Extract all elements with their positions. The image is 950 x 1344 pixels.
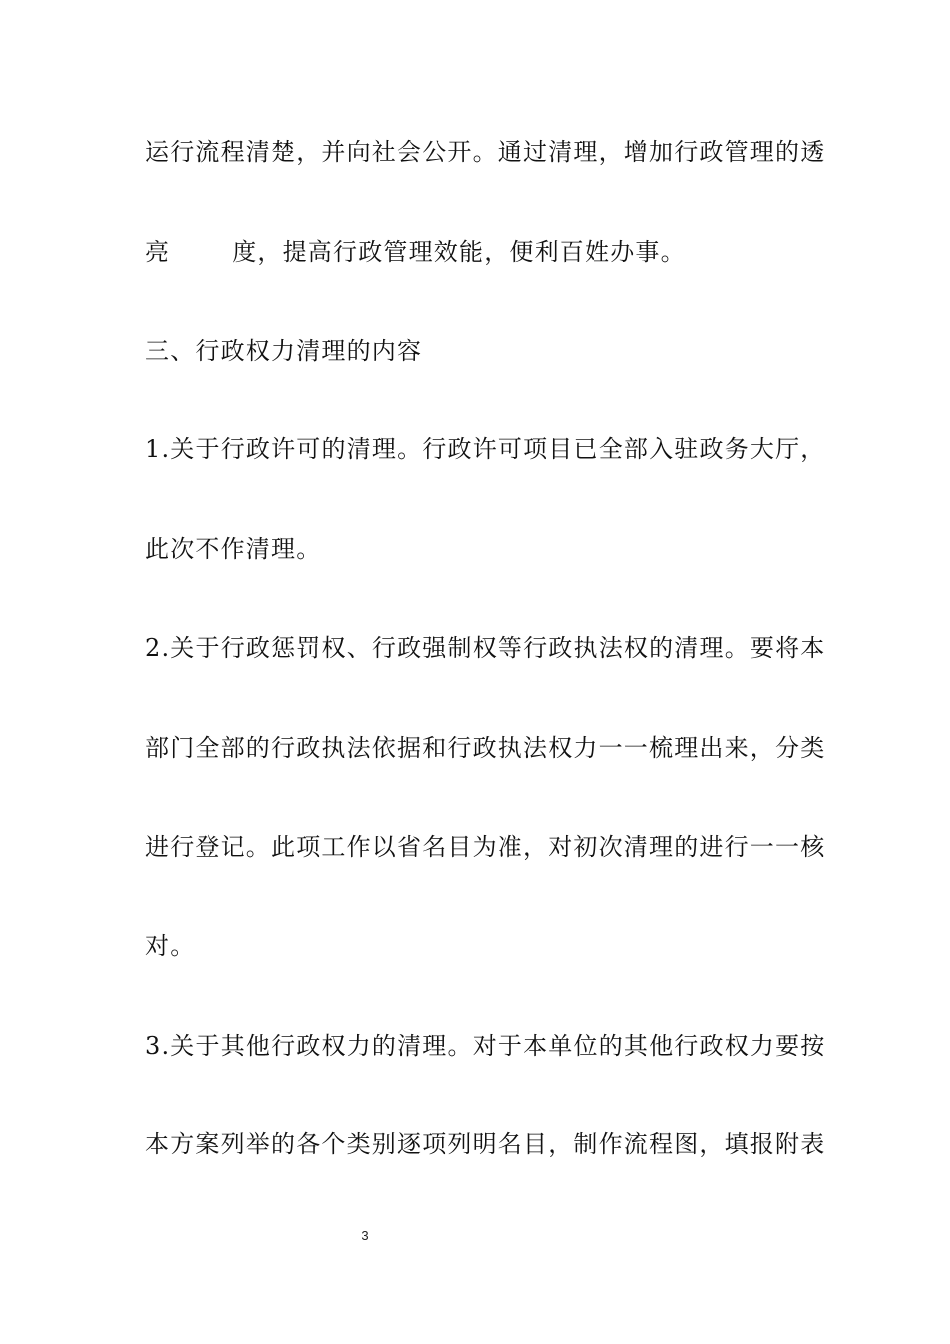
paragraph-line: 对。 xyxy=(145,932,196,960)
line-fragment: 亮 xyxy=(145,238,171,266)
paragraph-line: 3.关于其他行政权力的清理。对于本单位的其他行政权力要按 xyxy=(145,1032,826,1060)
line-fragment: 度，提高行政管理效能，便利百姓办事。 xyxy=(232,238,686,266)
paragraph-line: 2.关于行政惩罚权、行政强制权等行政执法权的清理。要将本 xyxy=(145,634,826,662)
page-number: 3 xyxy=(361,1228,369,1243)
paragraph-line: 此次不作清理。 xyxy=(145,535,322,563)
paragraph-line: 部门全部的行政执法依据和行政执法权力一一梳理出来，分类 xyxy=(145,734,826,762)
paragraph-line xyxy=(145,236,810,268)
paragraph-line: 运行流程清楚，并向社会公开。通过清理，增加行政管理的透 xyxy=(145,138,826,166)
section-heading: 三、行政权力清理的内容 xyxy=(145,337,423,365)
paragraph-line: 进行登记。此项工作以省名目为准，对初次清理的进行一一核 xyxy=(145,833,826,861)
paragraph-line: 本方案列举的各个类别逐项列明名目，制作流程图，填报附表 xyxy=(145,1130,826,1158)
paragraph-line: 1.关于行政许可的清理。行政许可项目已全部入驻政务大厅， xyxy=(145,435,826,463)
